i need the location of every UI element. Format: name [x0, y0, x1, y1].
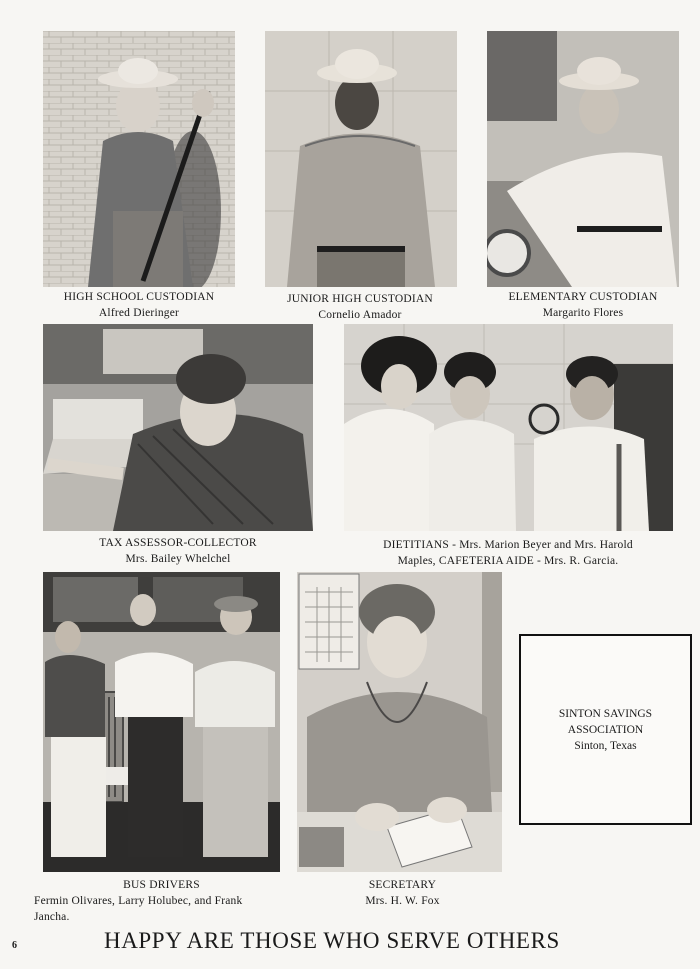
caption-title: SECRETARY	[368, 879, 437, 891]
photo-elementary-custodian	[487, 31, 679, 287]
caption-names: Margarito Flores	[542, 307, 624, 319]
page-headline: HAPPY ARE THOSE WHO SERVE OTHERS	[104, 928, 560, 953]
caption-title: ELEMENTARY CUSTODIAN	[508, 291, 658, 303]
sponsor-name-line-1: SINTON SAVINGS	[558, 707, 653, 720]
caption-title: HIGH SCHOOL CUSTODIAN	[63, 291, 215, 303]
photo-secretary	[297, 572, 502, 872]
caption-names: Mrs. Bailey Whelchel	[125, 553, 231, 565]
caption-names: Mrs. H. W. Fox	[365, 895, 440, 907]
caption-title: TAX ASSESSOR-COLLECTOR	[99, 537, 257, 549]
caption-elementary-custodian	[487, 289, 679, 321]
photo-tax-assessor-collector	[43, 324, 313, 531]
caption-title: BUS DRIVERS	[123, 879, 200, 891]
photo-bus-drivers	[43, 572, 280, 872]
caption-line-1: Fermin Olivares, Larry Holubec, and Frank	[34, 895, 243, 907]
sponsor-ad-text	[559, 706, 652, 754]
caption-dietitians	[338, 537, 678, 569]
sponsor-ad-box	[519, 634, 692, 825]
caption-names: Alfred Dieringer	[98, 307, 180, 319]
caption-names: Cornelio Amador	[318, 309, 402, 321]
page-number: 6	[12, 940, 17, 951]
photo-junior-high-custodian	[265, 31, 457, 287]
sponsor-location: Sinton, Texas	[574, 739, 637, 752]
caption-junior-high-custodian	[258, 291, 462, 323]
caption-title: JUNIOR HIGH CUSTODIAN	[287, 293, 433, 305]
caption-secretary	[300, 877, 505, 909]
caption-line-2: Maples, CAFETERIA AIDE - Mrs. R. Garcia.	[397, 555, 619, 567]
caption-line-2: Jancha.	[34, 911, 70, 923]
photo-dietitians	[344, 324, 673, 531]
caption-high-school-custodian	[43, 289, 235, 321]
caption-bus-drivers	[34, 877, 289, 925]
sponsor-name-line-2: ASSOCIATION	[567, 723, 644, 736]
caption-tax-assessor-collector	[43, 535, 313, 567]
photo-high-school-custodian	[43, 31, 235, 287]
caption-line-1: DIETITIANS - Mrs. Marion Beyer and Mrs. Harold	[383, 539, 633, 551]
